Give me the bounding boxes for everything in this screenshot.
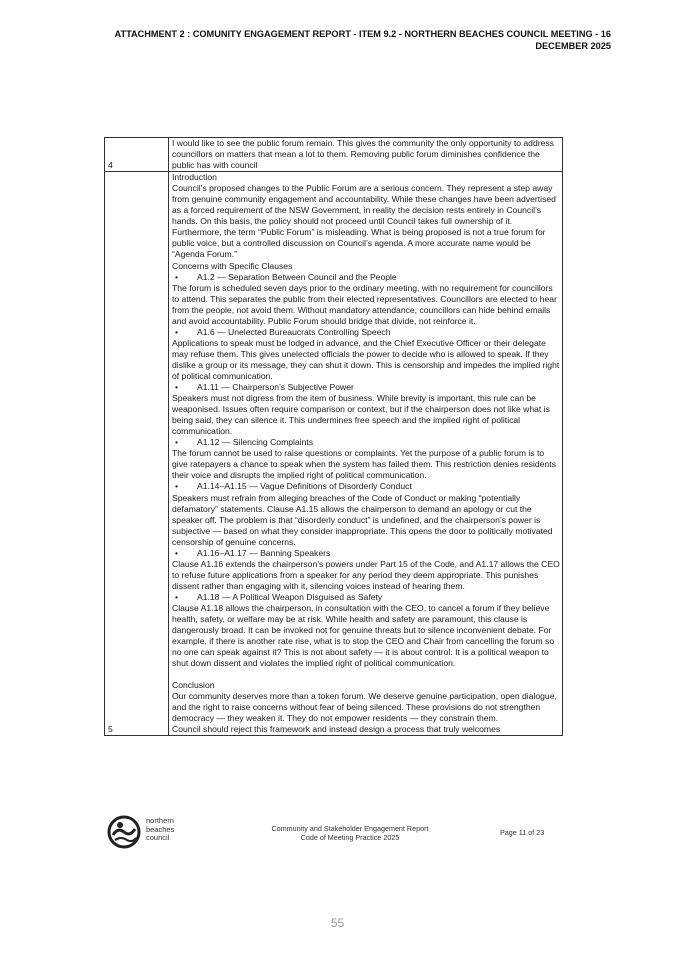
clause-body: Clause A1.18 allows the chairperson, in consultation with the CEO, to cancel a forum if they believe health, safety, or welfare may be at risk. While health and safety are paramount, this clause is dangerously broad. It can be invoked not for genuine threats but to silence inconvenient debate. For example, if there is another rate rise, what is to stop the CEO and Chair from cancelling the forum so no one can speak against it? This is not about safety — it is about control. It is a political weapon to shut down dissent and violates the implied right of political communication. bbox=[172, 602, 555, 669]
row-number: 5 bbox=[105, 172, 169, 736]
bullet: • bbox=[175, 437, 179, 448]
submissions-table bbox=[104, 137, 563, 736]
clause-heading: • A1.11 — Chairperson’s Subjective Power bbox=[175, 382, 354, 393]
page-label: Page 11 of 23 bbox=[500, 828, 545, 837]
bullet: • bbox=[175, 271, 179, 282]
final-line: Council should reject this framework and instead design a process that truly welcomes bbox=[172, 724, 501, 735]
row-text bbox=[169, 138, 563, 172]
row-number: 4 bbox=[105, 138, 169, 172]
intro-heading: Introduction bbox=[172, 172, 217, 183]
conclusion-heading: Conclusion bbox=[172, 680, 215, 691]
bullet: • bbox=[175, 481, 179, 492]
header-line-1: ATTACHMENT 2 : COMUNITY ENGAGEMENT REPORT - ITEM 9.2 - NORTHERN BEACHES COUNCIL MEETING - 16 bbox=[114, 29, 611, 39]
table-row bbox=[105, 172, 563, 736]
clause-body: The forum cannot be used to raise questions or complaints. Yet the purpose of a public forum is to give ratepayers a chance to speak when the system has failed them. This restriction denies residents their voice and disrupts the implied right of political communication. bbox=[172, 448, 556, 481]
clause-heading: • A1.18 — A Political Weapon Disguised as Safety bbox=[175, 591, 383, 602]
clause-heading: • A1.12 — Silencing Complaints bbox=[175, 437, 314, 448]
header-line-2: DECEMBER 2025 bbox=[535, 41, 611, 51]
intro-text: Council’s proposed changes to the Public Forum are a serious concern. They represent a step away from genuine community engagement and accountability. While these changes have been advertised as a forced requirement of the NSW Government, in reality the decision rests entirely in Council’s hands. On this basis, the policy should not proceed until Council takes full ownership of it. Furthermore, the term “Public Forum” is misleading. What is being proposed is not a true forum for public voice, but a controlled discussion on Council’s agenda. A more accurate name would be “Agenda Forum.” bbox=[172, 183, 556, 260]
logo-wordmark: northern beaches council bbox=[146, 816, 175, 842]
concerns-heading: Concerns with Specific Clauses bbox=[172, 260, 293, 271]
bullet: • bbox=[175, 591, 179, 602]
page-header bbox=[51, 28, 611, 52]
clause-body: Speakers must refrain from alleging breaches of the Code of Conduct or making “potentially defamatory” statements. Clause A1.15 allows the chairperson to demand an apology or cut the speaker off. The problem is that “disorderly conduct” is undefined, and the chairperson’s power is subjective — based on what they consider inappropriate. This opens the door to politically motivated censorship of genuine concerns. bbox=[172, 492, 553, 547]
row-text bbox=[169, 172, 563, 736]
table-row bbox=[105, 138, 563, 172]
page-number: 55 bbox=[330, 916, 345, 930]
clause-body: Applications to speak must be lodged in advance, and the Chief Executive Officer or their delegate may refuse them. This gives unelected officials the power to decide who is allowed to speak. If they dislike a group or its message, they can shut it down. This is censorship and impedes the implied right of political communication. bbox=[172, 337, 560, 381]
footer-title: Community and Stakeholder Engagement Report Code of Meeting Practice 2025 bbox=[271, 824, 429, 842]
bullet: • bbox=[175, 382, 179, 393]
bullet: • bbox=[175, 326, 179, 337]
spacer bbox=[172, 669, 560, 680]
clause-body: Clause A1.16 extends the chairperson’s powers under Part 15 of the Code, and A1.17 allows the CEO to refuse future applications from a speaker for any period they deem appropriate. This punishes dissent rather than engaging with it, silencing voices instead of hearing them. bbox=[172, 558, 560, 591]
conclusion-text: Our community deserves more than a token forum. We deserve genuine participation, open dialogue, and the right to raise concerns without fear of being silenced. These provisions do not strengthen democracy — they weaken it. They do not empower residents — they constrain them. bbox=[172, 691, 557, 724]
clause-heading: • A1.2 — Separation Between Council and the People bbox=[175, 271, 397, 282]
clause-heading: • A1.6 — Unelected Bureaucrats Controlling Speech bbox=[175, 326, 391, 337]
bullet: • bbox=[175, 547, 179, 558]
clause-heading: • A1.14–A1.15 — Vague Definitions of Disorderly Conduct bbox=[175, 481, 412, 492]
northern-beaches-logo-icon bbox=[107, 815, 141, 849]
submission-text: I would like to see the public forum remain. This gives the community the only opportunity to address councillors on matters that mean a lot to them. Removing public forum diminishes confidence the public has with council bbox=[172, 138, 554, 171]
clause-heading: • A1.16–A1.17 — Banning Speakers bbox=[175, 547, 331, 558]
clause-body: Speakers must not digress from the item of business. While brevity is important, this rule can be weaponised. Issues often require comparison or context, but if the chairperson does not like what is being said, they can silence it. This undermines free speech and the implied right of political communication. bbox=[172, 393, 550, 437]
clause-body: The forum is scheduled seven days prior to the ordinary meeting, with no requirement for councillors to attend. This separates the public from their elected representatives. Councillors are elected to hear from the people, not avoid them. Without mandatory attendance, councillors can hide behind emails and avoid accountability. Public Forum should bridge that divide, not reinforce it. bbox=[172, 282, 557, 326]
